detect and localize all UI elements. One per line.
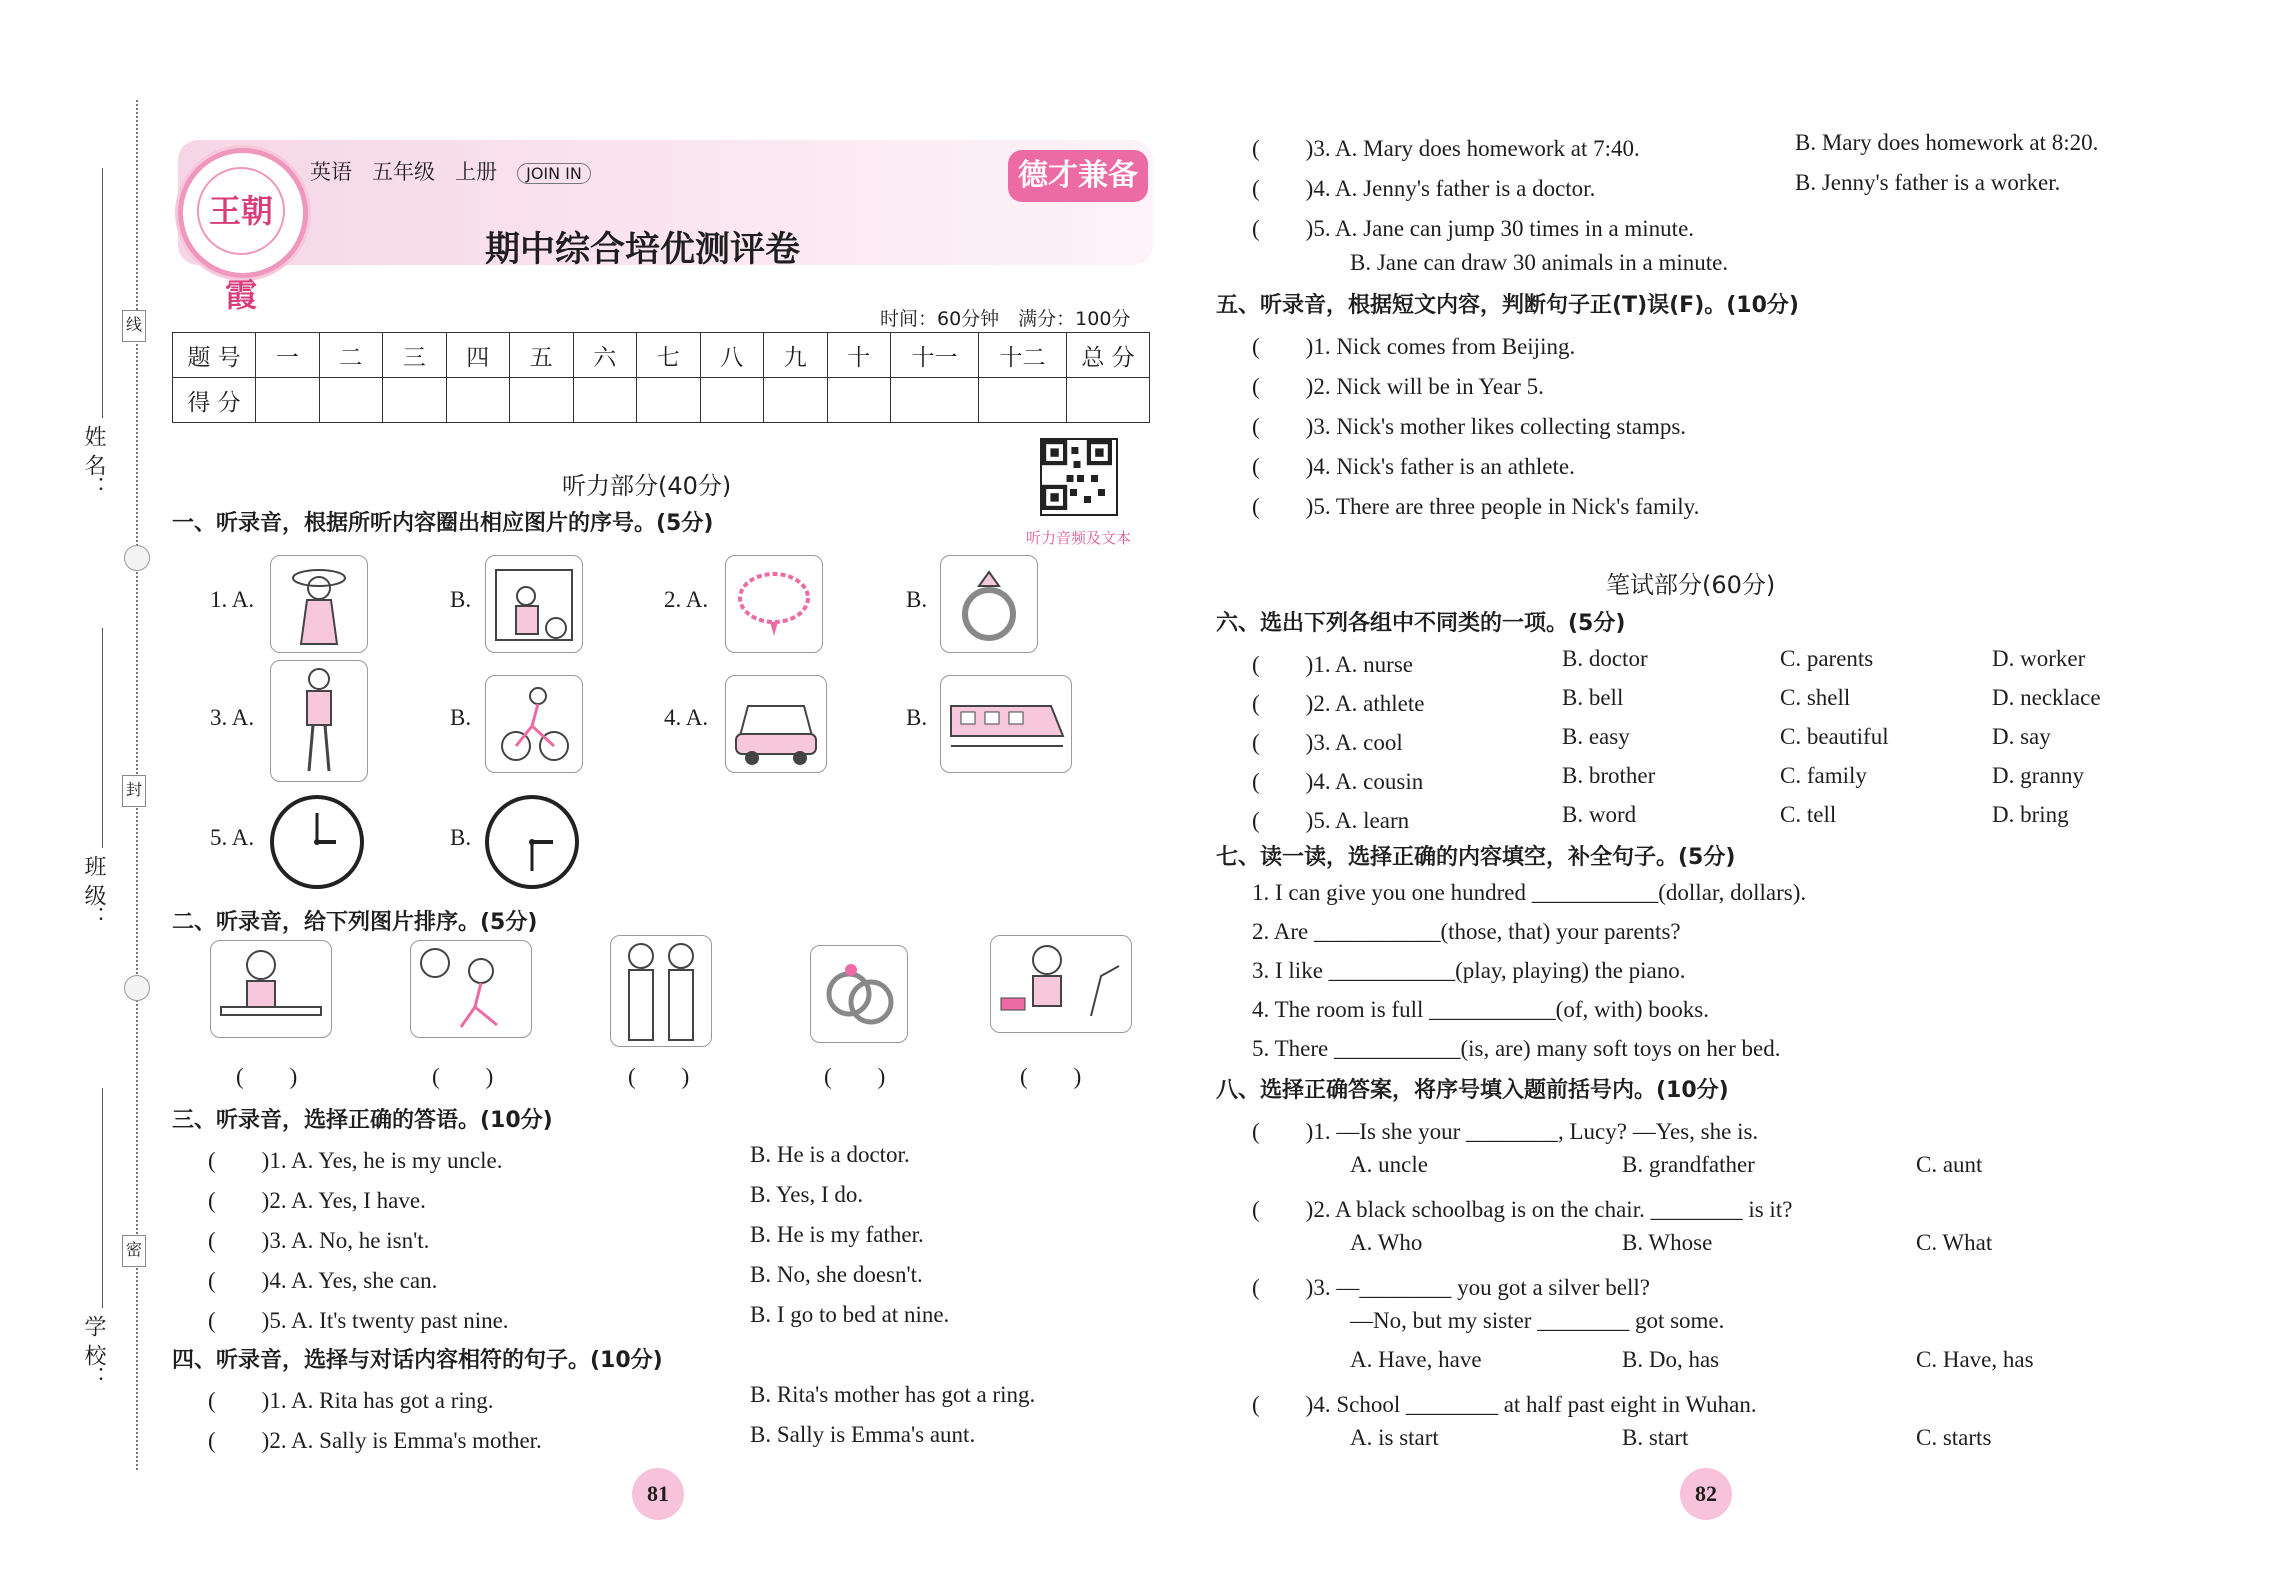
odd-one-item: ( )3. A. cool: [1252, 730, 1403, 755]
option-b: B. He is my father.: [750, 1222, 924, 1247]
option-b: B. Sally is Emma's aunt.: [750, 1422, 976, 1447]
option-label: 1. A.: [210, 587, 255, 612]
running-girl-clock-icon: [410, 940, 532, 1038]
option-b: B. Jenny's father is a worker.: [1795, 170, 2061, 195]
badge: 德才兼备: [1008, 150, 1148, 202]
odd-one-item: ( )1. A. nurse: [1252, 652, 1413, 677]
option-label: 5. A.: [210, 825, 255, 850]
rings-icon: [810, 945, 908, 1043]
bind-mark-feng: 封: [122, 775, 146, 807]
score-entry[interactable]: [573, 378, 637, 423]
logo-text: 王朝霞: [197, 167, 285, 255]
table-cell: 七: [637, 333, 701, 378]
name-label: 姓 名：: [81, 425, 106, 498]
table-cell: 十一: [891, 333, 979, 378]
option-b: B. brother: [1562, 763, 1656, 788]
score-table: [172, 332, 1150, 423]
table-cell: 得 分: [173, 378, 256, 423]
question-item: ( )3. A. No, he isn't.: [208, 1228, 430, 1253]
car-icon[interactable]: [725, 675, 827, 773]
option-b: B. No, she doesn't.: [750, 1262, 923, 1287]
option-b: B. Do, has: [1622, 1347, 1720, 1372]
option-d: D. say: [1992, 724, 2051, 749]
table-cell: 十: [827, 333, 891, 378]
option-label: 4. A.: [664, 705, 709, 730]
fill-blank-item: 3. I like ___________(play, playing) the piano.: [1252, 958, 1686, 983]
order-blank[interactable]: ( ): [824, 1064, 886, 1089]
option-c: C. family: [1780, 763, 1867, 788]
score-entry[interactable]: [764, 378, 828, 423]
table-cell: 一: [256, 333, 320, 378]
time-score: 时间：60分钟 满分：100分: [880, 308, 1131, 330]
option-b: B. Jane can draw 30 animals in a minute.: [1350, 250, 1729, 275]
question-item: ( )4. A. Jenny's father is a doctor.: [1252, 176, 1596, 201]
grandparents-icon: [610, 935, 712, 1047]
tf-item: ( )3. Nick's mother likes collecting stamps.: [1252, 414, 1687, 439]
table-cell: 八: [700, 333, 764, 378]
table-cell: 四: [446, 333, 510, 378]
mc-question: ( )2. A black schoolbag is on the chair. ________ is it?: [1252, 1197, 1793, 1222]
page-number: 82: [1680, 1468, 1732, 1520]
odd-one-item: ( )2. A. athlete: [1252, 691, 1425, 716]
mc-question: ( )4. School ________ at half past eight in Wuhan.: [1252, 1392, 1757, 1417]
binding-hole: [124, 975, 150, 1001]
name-write-line: [102, 168, 103, 418]
edition-tag: JOIN IN: [517, 163, 591, 184]
listening-title: 听力部分(40分): [562, 472, 732, 500]
score-entry[interactable]: [700, 378, 764, 423]
grade: 五年级: [372, 160, 436, 184]
question-item: ( )2. A. Sally is Emma's mother.: [208, 1428, 542, 1453]
score-entry[interactable]: [446, 378, 510, 423]
girl-writing-icon: [210, 940, 332, 1038]
option-d: D. bring: [1992, 802, 2069, 827]
section-5-title: 五、听录音，根据短文内容，判断句子正(T)误(F)。(10分): [1216, 293, 1799, 318]
mc-question: ( )1. —Is she your ________, Lucy? —Yes, she is.: [1252, 1119, 1759, 1144]
question-item: ( )1. A. Rita has got a ring.: [208, 1388, 494, 1413]
score-entry[interactable]: [256, 378, 320, 423]
option-b: B. doctor: [1562, 646, 1648, 671]
score-entry[interactable]: [1067, 378, 1150, 423]
section-8-title: 八、选择正确答案，将序号填入题前括号内。(10分): [1216, 1078, 1729, 1103]
question-item: ( )2. A. Yes, I have.: [208, 1188, 426, 1213]
table-cell: 题 号: [173, 333, 256, 378]
table-cell: 十二: [979, 333, 1067, 378]
score-entry[interactable]: [891, 378, 979, 423]
section-2-title: 二、听录音，给下列图片排序。(5分): [172, 910, 538, 935]
option-label: 3. A.: [210, 705, 255, 730]
clock-icon[interactable]: [270, 795, 364, 889]
score-entry[interactable]: [383, 378, 447, 423]
option-b: B. start: [1622, 1425, 1689, 1450]
option-c: C. parents: [1780, 646, 1874, 671]
order-blank[interactable]: ( ): [628, 1064, 690, 1089]
option-c: C. Have, has: [1916, 1347, 2034, 1372]
subject: 英语: [310, 160, 352, 184]
mc-question: ( )3. —________ you got a silver bell?: [1252, 1275, 1650, 1300]
section-1-title: 一、听录音，根据所听内容圈出相应图片的序号。(5分): [172, 511, 714, 536]
score-entry[interactable]: [319, 378, 383, 423]
bind-mark-xian: 线: [122, 310, 146, 342]
question-item: ( )3. A. Mary does homework at 7:40.: [1252, 136, 1640, 161]
fill-blank-item: 1. I can give you one hundred ___________(dollar, dollars).: [1252, 880, 1807, 905]
table-cell: 六: [573, 333, 637, 378]
page-number: 81: [632, 1468, 684, 1520]
school-label: 学 校：: [81, 1315, 106, 1388]
option-b: B. Mary does homework at 8:20.: [1795, 130, 2099, 155]
man-cart-icon[interactable]: [485, 555, 583, 653]
question-item: ( )1. A. Yes, he is my uncle.: [208, 1148, 503, 1173]
option-label: B.: [906, 587, 928, 612]
option-b: B. I go to bed at nine.: [750, 1302, 950, 1327]
bike-rider-icon[interactable]: [485, 675, 583, 773]
binding-hole: [124, 545, 150, 571]
clock-icon[interactable]: [485, 795, 579, 889]
ring-icon[interactable]: [940, 555, 1038, 653]
school-write-line: [102, 1088, 103, 1308]
class-label: 班 级：: [81, 855, 106, 928]
subject-line: [310, 156, 591, 186]
option-c: C. shell: [1780, 685, 1851, 710]
option-b: B. Whose: [1622, 1230, 1713, 1255]
option-c: C. aunt: [1916, 1152, 1983, 1177]
necklace-icon[interactable]: [725, 555, 823, 653]
option-label: B.: [450, 705, 472, 730]
score-entry[interactable]: [637, 378, 701, 423]
qr-code-icon[interactable]: [1040, 438, 1118, 516]
tf-item: ( )2. Nick will be in Year 5.: [1252, 374, 1544, 399]
order-blank[interactable]: ( ): [236, 1064, 298, 1089]
option-b: B. easy: [1562, 724, 1630, 749]
score-table-header-row: [173, 333, 1150, 378]
option-label: 2. A.: [664, 587, 709, 612]
option-b: B. word: [1562, 802, 1637, 827]
table-cell: 三: [383, 333, 447, 378]
score-entry[interactable]: [979, 378, 1067, 423]
odd-one-item: ( )5. A. learn: [1252, 808, 1410, 833]
train-icon[interactable]: [940, 675, 1072, 773]
fill-blank-item: 4. The room is full ___________(of, with) books.: [1252, 997, 1709, 1022]
option-b: B. bell: [1562, 685, 1624, 710]
option-label: B.: [450, 587, 472, 612]
question-item: ( )5. A. It's twenty past nine.: [208, 1308, 509, 1333]
mc-question-line: —No, but my sister ________ got some.: [1350, 1308, 1725, 1333]
table-cell: 五: [510, 333, 574, 378]
option-a: A. Who: [1350, 1230, 1423, 1255]
tf-item: ( )5. There are three people in Nick's family.: [1252, 494, 1700, 519]
section-3-title: 三、听录音，选择正确的答语。(10分): [172, 1108, 553, 1133]
table-cell: 九: [764, 333, 828, 378]
option-d: D. granny: [1992, 763, 2084, 788]
option-b: B. grandfather: [1622, 1152, 1755, 1177]
option-a: A. is start: [1350, 1425, 1439, 1450]
fill-blank-item: 2. Are ___________(those, that) your parents?: [1252, 919, 1681, 944]
order-blank[interactable]: ( ): [432, 1064, 494, 1089]
bind-mark-mi: 密: [122, 1235, 146, 1267]
option-c: C. What: [1916, 1230, 1993, 1255]
fill-blank-item: 5. There ___________(is, are) many soft toys on her bed.: [1252, 1036, 1781, 1061]
option-a: A. uncle: [1350, 1152, 1428, 1177]
option-d: D. necklace: [1992, 685, 2101, 710]
qr-caption: 听力音频及文本: [1026, 529, 1132, 547]
option-c: C. tell: [1780, 802, 1837, 827]
option-b: B. Rita's mother has got a ring.: [750, 1382, 1036, 1407]
boy-lamp-icon: [990, 935, 1132, 1033]
order-blank[interactable]: ( ): [1020, 1064, 1082, 1089]
option-c: C. beautiful: [1780, 724, 1889, 749]
option-b: B. He is a doctor.: [750, 1142, 910, 1167]
girl-hat-icon[interactable]: [270, 555, 368, 653]
class-write-line: [102, 628, 103, 848]
option-b: B. Yes, I do.: [750, 1182, 864, 1207]
table-cell: 二: [319, 333, 383, 378]
option-a: A. Have, have: [1350, 1347, 1482, 1372]
option-d: D. worker: [1992, 646, 2086, 671]
option-label: B.: [906, 705, 928, 730]
score-table-score-row: [173, 378, 1150, 423]
tf-item: ( )4. Nick's father is an athlete.: [1252, 454, 1575, 479]
score-entry[interactable]: [827, 378, 891, 423]
option-c: C. starts: [1916, 1425, 1992, 1450]
section-6-title: 六、选出下列各组中不同类的一项。(5分): [1216, 611, 1626, 636]
exam-title: 期中综合培优测评卷: [485, 230, 801, 270]
option-label: B.: [450, 825, 472, 850]
question-item: ( )5. A. Jane can jump 30 times in a minute.: [1252, 216, 1695, 241]
tf-item: ( )1. Nick comes from Beijing.: [1252, 334, 1576, 359]
section-7-title: 七、读一读，选择正确的内容填空，补全句子。(5分): [1216, 845, 1736, 870]
table-cell: 总 分: [1067, 333, 1150, 378]
writing-title: 笔试部分(60分): [1606, 571, 1776, 599]
score-entry[interactable]: [510, 378, 574, 423]
athlete-icon[interactable]: [270, 660, 368, 782]
section-4-title: 四、听录音，选择与对话内容相符的句子。(10分): [172, 1348, 663, 1373]
brand-logo: [178, 148, 308, 314]
odd-one-item: ( )4. A. cousin: [1252, 769, 1424, 794]
question-item: ( )4. A. Yes, she can.: [208, 1268, 438, 1293]
term: 上册: [455, 160, 498, 184]
